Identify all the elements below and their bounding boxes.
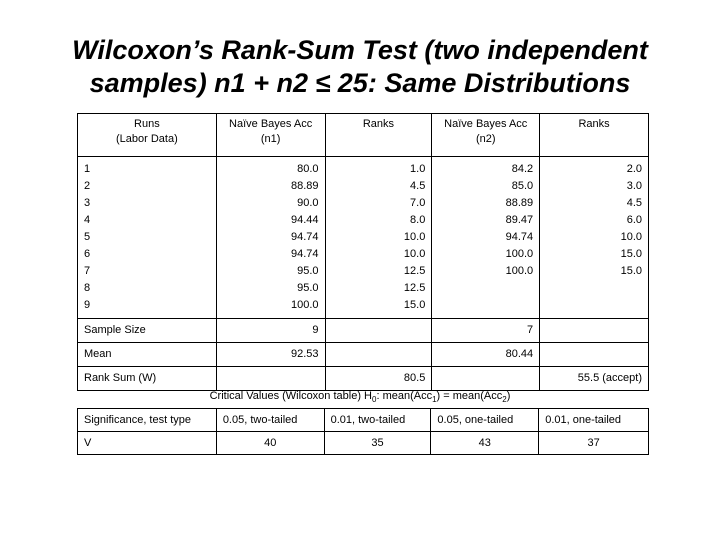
cell-value: 3 bbox=[84, 197, 91, 209]
table-header-row bbox=[78, 114, 649, 157]
slide-title bbox=[0, 34, 720, 100]
empty-cell bbox=[325, 319, 432, 343]
v-001-one: 37 bbox=[539, 432, 649, 455]
cell-value: 94.74 bbox=[291, 231, 319, 243]
header-runs: Runs (Labor Data) bbox=[78, 114, 217, 157]
mean-label: Mean bbox=[78, 343, 217, 367]
header-001-two: 0.01, two-tailed bbox=[324, 409, 431, 432]
rank-sum-n2: 55.5 (accept) bbox=[540, 367, 649, 391]
cell-value: 1 bbox=[84, 163, 91, 175]
empty-cell bbox=[540, 343, 649, 367]
header-005-one: 0.05, one-tailed bbox=[431, 409, 539, 432]
cell-value: 5 bbox=[84, 231, 91, 243]
ranks-n1-column bbox=[325, 157, 432, 319]
cell-value: 94.44 bbox=[291, 214, 319, 226]
cell-value: 7 bbox=[84, 265, 91, 277]
cell-value: 12.5 bbox=[403, 282, 426, 294]
v-label: V bbox=[78, 432, 217, 455]
data-row bbox=[78, 157, 649, 319]
header-ranks-n1: Ranks bbox=[325, 114, 432, 157]
rank-sum-table bbox=[77, 113, 649, 391]
v-005-one: 43 bbox=[431, 432, 539, 455]
rank-sum-n1: 80.5 bbox=[325, 367, 432, 391]
mean-n1: 92.53 bbox=[216, 343, 325, 367]
critical-values-caption: Critical Values (Wilcoxon table) $H_0$: mean(Acc$_1$) = mean(Acc$_2$) bbox=[209, 390, 511, 405]
cell-value: 100.0 bbox=[505, 248, 534, 260]
cell-value: 85.0 bbox=[511, 180, 534, 192]
cell-value: 88.89 bbox=[291, 180, 319, 192]
ranks-n2-column bbox=[540, 157, 649, 319]
cell-value: 15.0 bbox=[403, 299, 426, 311]
cell-value: 94.74 bbox=[505, 231, 534, 243]
header-acc-n2: Naïve Bayes Acc (n2) bbox=[432, 114, 540, 157]
cell-value: 10.0 bbox=[403, 248, 426, 260]
acc-n1-column bbox=[216, 157, 325, 319]
cell-value: 94.74 bbox=[291, 248, 319, 260]
mean-n2: 80.44 bbox=[432, 343, 540, 367]
empty-cell bbox=[432, 367, 540, 391]
sample-size-n1: 9 bbox=[216, 319, 325, 343]
cell-value: 9 bbox=[84, 299, 91, 311]
cell-value: 4.5 bbox=[410, 180, 426, 192]
cell-value: 6 bbox=[84, 248, 91, 260]
cell-value: 89.47 bbox=[505, 214, 534, 226]
cell-value: 8.0 bbox=[410, 214, 426, 226]
rank-sum-label: Rank Sum (W) bbox=[78, 367, 217, 391]
v-001-two: 35 bbox=[324, 432, 431, 455]
critical-values-row bbox=[78, 432, 649, 455]
cell-value: 100.0 bbox=[505, 265, 534, 277]
cell-value: 15.0 bbox=[620, 265, 642, 277]
mean-row bbox=[78, 343, 649, 367]
cell-value: 84.2 bbox=[511, 163, 534, 175]
cell-value: 10.0 bbox=[620, 231, 642, 243]
cell-value: 80.0 bbox=[297, 163, 319, 175]
cell-value: 3.0 bbox=[626, 180, 642, 192]
cell-value: 6.0 bbox=[626, 214, 642, 226]
cell-value: 100.0 bbox=[291, 299, 319, 311]
header-acc-n1: Naïve Bayes Acc (n1) bbox=[216, 114, 325, 157]
header-ranks-n2: Ranks bbox=[540, 114, 649, 157]
sample-size-label: Sample Size bbox=[78, 319, 217, 343]
cell-value: 1.0 bbox=[410, 163, 426, 175]
sample-size-row bbox=[78, 319, 649, 343]
cell-value: 4.5 bbox=[626, 197, 642, 209]
acc-n2-column bbox=[432, 157, 540, 319]
cell-value: 10.0 bbox=[403, 231, 426, 243]
cell-value: 15.0 bbox=[620, 248, 642, 260]
cell-value: 2 bbox=[84, 180, 91, 192]
sample-size-n2: 7 bbox=[432, 319, 540, 343]
cell-value: 12.5 bbox=[403, 265, 426, 277]
cell-value: 8 bbox=[84, 282, 91, 294]
critical-values-table bbox=[77, 408, 649, 455]
cell-value: 95.0 bbox=[297, 265, 319, 277]
cell-value: 90.0 bbox=[297, 197, 319, 209]
header-001-one: 0.01, one-tailed bbox=[539, 409, 649, 432]
empty-cell bbox=[216, 367, 325, 391]
title-line-1: Wilcoxon’s Rank-Sum Test (two independent bbox=[72, 35, 648, 65]
critical-header-row bbox=[78, 409, 649, 432]
title-line-2: samples) n1 + n2 ≤ 25: Same Distributions bbox=[89, 68, 631, 98]
cell-value: 88.89 bbox=[505, 197, 534, 209]
cell-value: 7.0 bbox=[410, 197, 426, 209]
cell-value: 2.0 bbox=[626, 163, 642, 175]
cell-value: 4 bbox=[84, 214, 91, 226]
header-005-two: 0.05, two-tailed bbox=[216, 409, 324, 432]
runs-column bbox=[78, 157, 217, 319]
rank-sum-row bbox=[78, 367, 649, 391]
empty-cell bbox=[325, 343, 432, 367]
cell-value: 95.0 bbox=[297, 282, 319, 294]
header-significance: Significance, test type bbox=[78, 409, 217, 432]
empty-cell bbox=[540, 319, 649, 343]
v-005-two: 40 bbox=[216, 432, 324, 455]
